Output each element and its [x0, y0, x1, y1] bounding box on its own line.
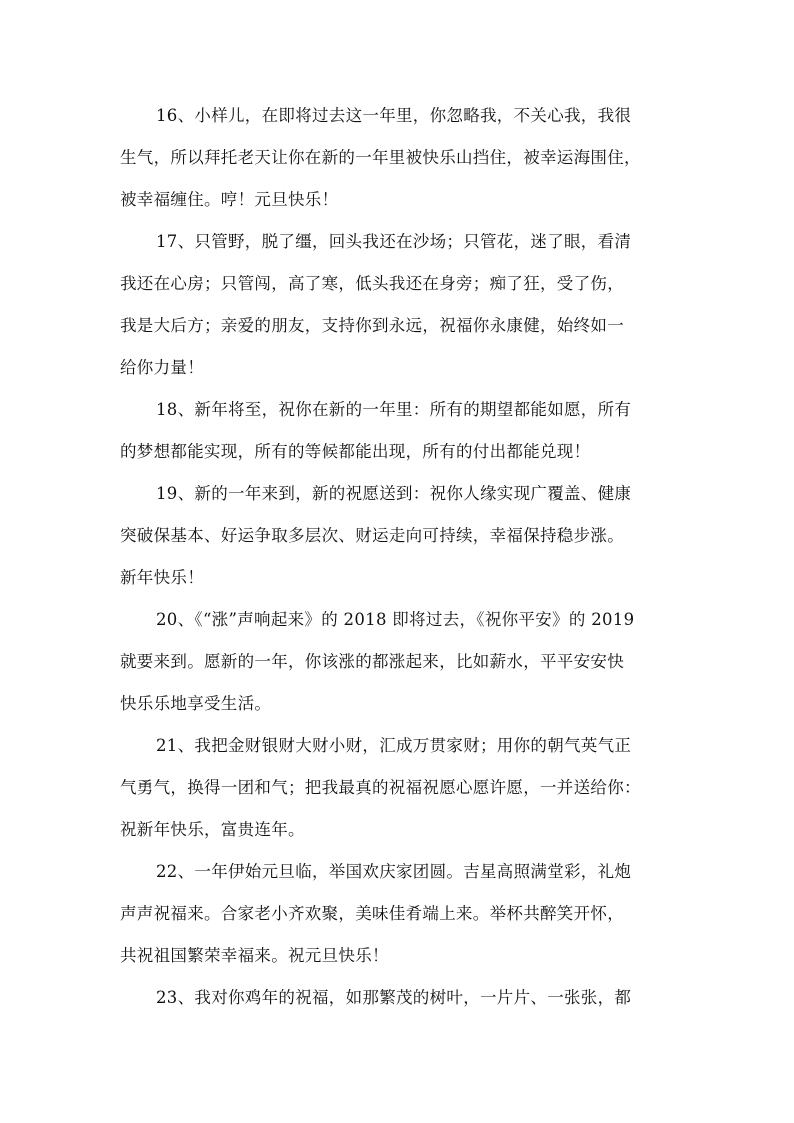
text-line: 21、我把金财银财大财小财，汇成万贯家财；用你的朝气英气正	[156, 736, 632, 755]
text-line: 突破保基本、好运争取多层次、财运走向可持续，幸福保持稳步涨。	[120, 526, 624, 545]
text-line: 生气，所以拜托老天让你在新的一年里被快乐山挡住，被幸运海围住，	[120, 148, 641, 167]
text-line: 给你力量！	[120, 358, 204, 377]
text-line: 我是大后方；亲爱的朋友，支持你到永远，祝福你永康健，始终如一	[120, 316, 624, 335]
text-line: 20、《“涨”声响起来》的 2018 即将过去，《祝你平安》的 2019	[156, 610, 635, 629]
text-line: 17、只管野，脱了缰，回头我还在沙场；只管花，迷了眼，看清	[156, 232, 632, 251]
text-line: 19、新的一年来到，新的祝愿送到：祝你人缘实现广覆盖、健康	[156, 484, 632, 503]
text-line: 被幸福缠住。哼！元旦快乐！	[120, 190, 339, 209]
text-line: 新年快乐！	[120, 568, 204, 587]
text-line: 气勇气，换得一团和气；把我最真的祝福祝愿心愿许愿，一并送给你：	[120, 778, 641, 797]
text-line: 的梦想都能实现，所有的等候都能出现，所有的付出都能兑现！	[120, 442, 591, 461]
text-line: 祝新年快乐，富贵连年。	[120, 820, 305, 839]
text-line: 就要来到。愿新的一年，你该涨的都涨起来，比如薪水，平平安安快	[120, 652, 624, 671]
text-line: 22、一年伊始元旦临，举国欢庆家团圆。吉星高照满堂彩，礼炮	[156, 862, 632, 881]
text-line: 我还在心房；只管闯，高了寒，低头我还在身旁；痴了狂，受了伤，	[120, 274, 624, 293]
text-line: 23、我对你鸡年的祝福，如那繁茂的树叶，一片片、一张张，都	[156, 988, 632, 1007]
text-line: 16、小样儿，在即将过去这一年里，你忽略我，不关心我，我很	[156, 106, 632, 125]
text-line: 快乐乐地享受生活。	[120, 694, 272, 713]
text-line: 共祝祖国繁荣幸福来。祝元旦快乐！	[120, 946, 389, 965]
text-line: 18、新年将至，祝你在新的一年里：所有的期望都能如愿，所有	[156, 400, 632, 419]
text-line: 声声祝福来。合家老小齐欢聚，美味佳肴端上来。举杯共醉笑开怀，	[120, 904, 624, 923]
